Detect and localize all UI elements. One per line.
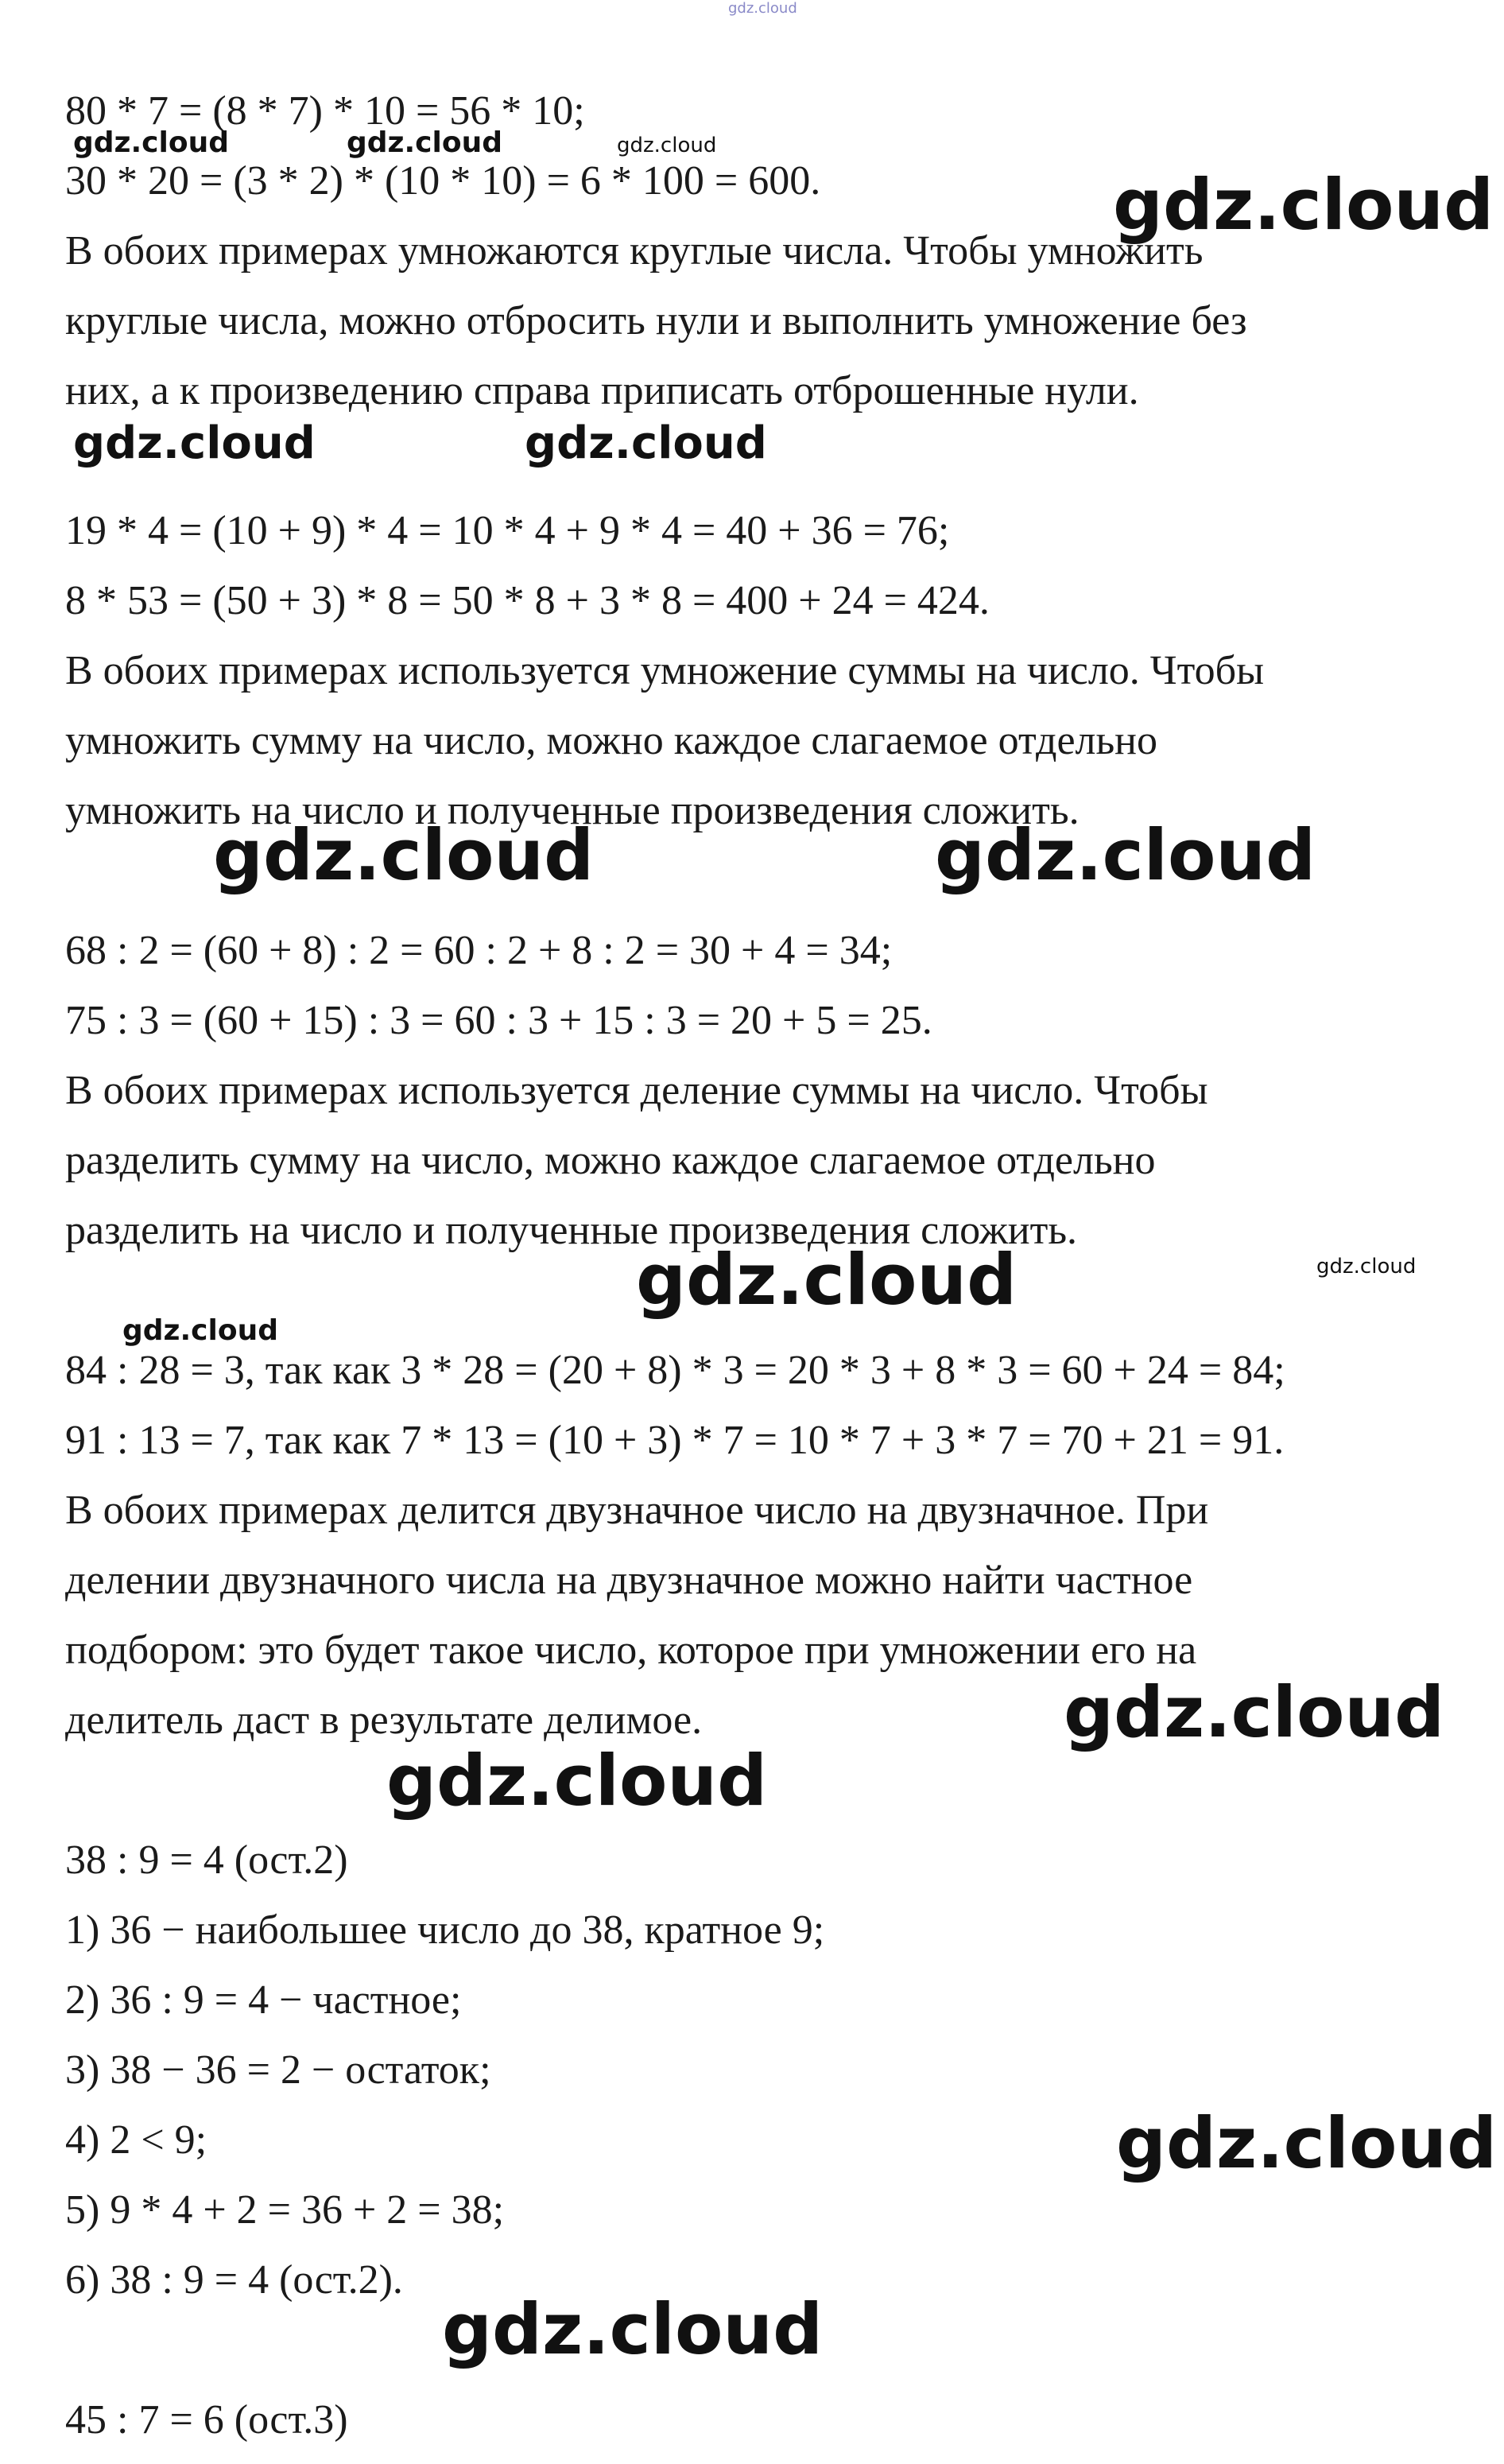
- text-line-3: В обоих примерах умножаются круглые числа. Чтобы умножить: [65, 228, 1204, 274]
- header-watermark: gdz.cloud: [728, 0, 797, 17]
- watermark: gdz.cloud: [73, 126, 229, 159]
- watermark: gdz.cloud: [636, 1239, 1018, 1321]
- text-line-17: 91 : 13 = 7, так как 7 * 13 = (10 + 3) * 7 = 10 * 7 + 3 * 7 = 70 + 21 = 91.: [65, 1418, 1285, 1463]
- text-line-11: 68 : 2 = (60 + 8) : 2 = 60 : 2 + 8 : 2 = 30 + 4 = 34;: [65, 928, 893, 973]
- text-line-26: 4) 2 < 9;: [65, 2117, 207, 2163]
- text-line-29: 45 : 7 = 6 (ост.3): [65, 2397, 348, 2443]
- text-line-23: 1) 36 − наибольшее число до 38, кратное 9;: [65, 1907, 825, 1953]
- text-line-1: 80 * 7 = (8 * 7) * 10 = 56 * 10;: [65, 88, 585, 134]
- text-line-2: 30 * 20 = (3 * 2) * (10 * 10) = 6 * 100 = 600.: [65, 158, 821, 204]
- text-line-25: 3) 38 − 36 = 2 − остаток;: [65, 2047, 491, 2093]
- watermark: gdz.cloud: [73, 417, 316, 469]
- text-line-7: 8 * 53 = (50 + 3) * 8 = 50 * 8 + 3 * 8 = 400 + 24 = 424.: [65, 578, 990, 623]
- text-line-9: умножить сумму на число, можно каждое слагаемое отдельно: [65, 718, 1158, 763]
- text-line-6: 19 * 4 = (10 + 9) * 4 = 10 * 4 + 9 * 4 = 40 + 36 = 76;: [65, 508, 950, 553]
- watermark: gdz.cloud: [525, 417, 767, 469]
- watermark: gdz.cloud: [935, 814, 1316, 896]
- watermark: gdz.cloud: [617, 134, 717, 157]
- text-line-27: 5) 9 * 4 + 2 = 36 + 2 = 38;: [65, 2187, 505, 2233]
- watermark: gdz.cloud: [386, 1740, 768, 1822]
- watermark: gdz.cloud: [1113, 164, 1494, 246]
- watermark: gdz.cloud: [1316, 1255, 1417, 1279]
- text-line-10: умножить на число и полученные произведения сложить.: [65, 788, 1080, 833]
- watermark: gdz.cloud: [122, 1314, 278, 1347]
- text-line-12: 75 : 3 = (60 + 15) : 3 = 60 : 3 + 15 : 3 = 20 + 5 = 25.: [65, 998, 932, 1043]
- watermark: gdz.cloud: [1116, 2102, 1498, 2184]
- watermark: gdz.cloud: [347, 126, 502, 159]
- text-line-19: делении двузначного числа на двузначное можно найти частное: [65, 1558, 1193, 1603]
- text-line-18: В обоих примерах делится двузначное число на двузначное. При: [65, 1488, 1209, 1533]
- watermark: gdz.cloud: [442, 2288, 824, 2370]
- text-line-22: 38 : 9 = 4 (ост.2): [65, 1837, 348, 1883]
- text-line-16: 84 : 28 = 3, так как 3 * 28 = (20 + 8) * 3 = 20 * 3 + 8 * 3 = 60 + 24 = 84;: [65, 1348, 1285, 1393]
- text-line-15: разделить на число и полученные произведения сложить.: [65, 1208, 1078, 1253]
- text-line-5: них, а к произведению справа приписать отброшенные нули.: [65, 368, 1139, 413]
- text-line-20: подбором: это будет такое число, которое при умножении его на: [65, 1628, 1197, 1673]
- watermark: gdz.cloud: [1064, 1671, 1445, 1753]
- text-line-28: 6) 38 : 9 = 4 (ост.2).: [65, 2257, 403, 2303]
- text-line-4: круглые числа, можно отбросить нули и выполнить умножение без: [65, 298, 1247, 343]
- text-line-13: В обоих примерах используется деление суммы на число. Чтобы: [65, 1068, 1208, 1113]
- text-line-14: разделить сумму на число, можно каждое слагаемое отдельно: [65, 1138, 1156, 1183]
- text-line-21: делитель даст в результате делимое.: [65, 1698, 703, 1743]
- text-line-8: В обоих примерах используется умножение суммы на число. Чтобы: [65, 648, 1265, 693]
- watermark: gdz.cloud: [213, 814, 595, 896]
- text-line-24: 2) 36 : 9 = 4 − частное;: [65, 1977, 462, 2023]
